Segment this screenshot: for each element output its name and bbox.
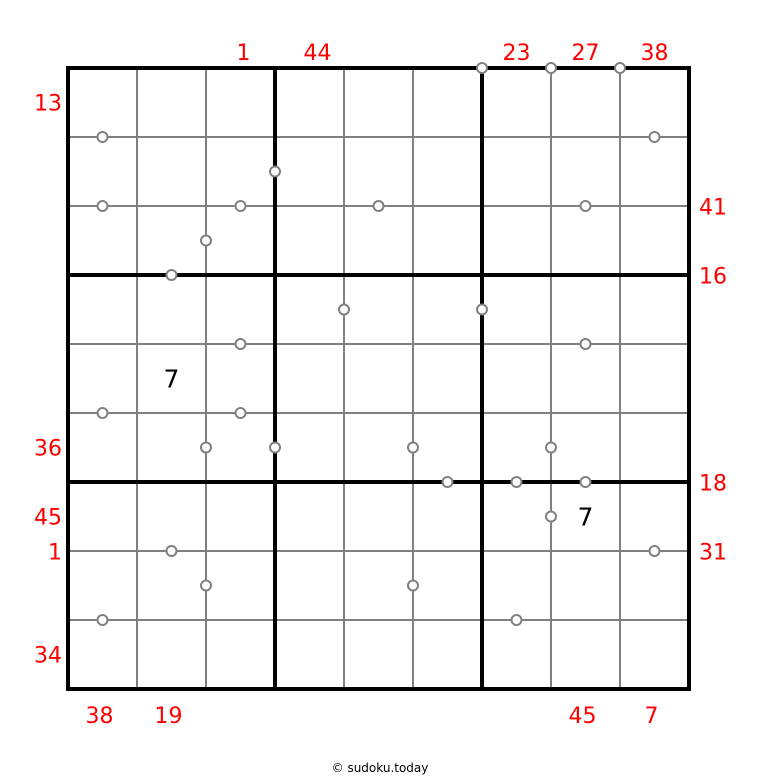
top-clue: 44	[303, 41, 332, 66]
cell-r2c3[interactable]	[206, 137, 275, 206]
cell-r8c1[interactable]	[68, 551, 137, 620]
cell-r7c6[interactable]	[413, 482, 482, 551]
cell-r9c8[interactable]	[551, 620, 620, 689]
cell-r8c3[interactable]	[206, 551, 275, 620]
cell-r3c7[interactable]	[482, 206, 551, 275]
cell-r4c7[interactable]	[482, 275, 551, 344]
top-clue: 38	[640, 41, 669, 66]
cell-r4c3[interactable]	[206, 275, 275, 344]
cell-r4c9[interactable]	[620, 275, 689, 344]
cell-r1c4[interactable]	[275, 68, 344, 137]
cell-r8c5[interactable]	[344, 551, 413, 620]
cell-r2c1[interactable]	[68, 137, 137, 206]
cell-r6c5[interactable]	[344, 413, 413, 482]
cell-r5c4[interactable]	[275, 344, 344, 413]
cell-r7c4[interactable]	[275, 482, 344, 551]
cell-r7c3[interactable]	[206, 482, 275, 551]
cell-r7c9[interactable]	[620, 482, 689, 551]
cell-r6c2[interactable]	[137, 413, 206, 482]
cell-r8c9[interactable]	[620, 551, 689, 620]
cell-r2c5[interactable]	[344, 137, 413, 206]
top-clue: 27	[571, 41, 600, 66]
cell-r3c1[interactable]	[68, 206, 137, 275]
cell-r3c6[interactable]	[413, 206, 482, 275]
cell-r5c6[interactable]	[413, 344, 482, 413]
cell-r4c2[interactable]	[137, 275, 206, 344]
cell-r7c1[interactable]	[68, 482, 137, 551]
cell-r9c6[interactable]	[413, 620, 482, 689]
cell-r1c6[interactable]	[413, 68, 482, 137]
cell-r8c7[interactable]	[482, 551, 551, 620]
cell-r2c9[interactable]	[620, 137, 689, 206]
bottom-clue: 45	[568, 704, 597, 729]
cell-r5c7[interactable]	[482, 344, 551, 413]
cell-r9c5[interactable]	[344, 620, 413, 689]
cell-r6c9[interactable]	[620, 413, 689, 482]
cell-r2c8[interactable]	[551, 137, 620, 206]
cell-r6c1[interactable]	[68, 413, 137, 482]
cell-r6c6[interactable]	[413, 413, 482, 482]
cell-r1c9[interactable]	[620, 68, 689, 137]
cell-r5c8[interactable]	[551, 344, 620, 413]
cell-r9c3[interactable]	[206, 620, 275, 689]
right-clue: 31	[699, 540, 727, 566]
cell-r5c1[interactable]	[68, 344, 137, 413]
top-clue: 23	[502, 41, 531, 66]
right-clue: 16	[699, 264, 727, 290]
cell-r9c4[interactable]	[275, 620, 344, 689]
cell-r3c3[interactable]	[206, 206, 275, 275]
cell-r1c8[interactable]	[551, 68, 620, 137]
cell-r2c7[interactable]	[482, 137, 551, 206]
cell-r2c6[interactable]	[413, 137, 482, 206]
cell-r8c6[interactable]	[413, 551, 482, 620]
cell-r5c5[interactable]	[344, 344, 413, 413]
cell-r1c7[interactable]	[482, 68, 551, 137]
cell-r7c7[interactable]	[482, 482, 551, 551]
cell-r6c4[interactable]	[275, 413, 344, 482]
cell-r4c1[interactable]	[68, 275, 137, 344]
cell-r1c1[interactable]	[68, 68, 137, 137]
cell-r2c4[interactable]	[275, 137, 344, 206]
cell-r4c4[interactable]	[275, 275, 344, 344]
cell-r7c5[interactable]	[344, 482, 413, 551]
cell-r9c2[interactable]	[137, 620, 206, 689]
cell-r3c4[interactable]	[275, 206, 344, 275]
cell-r8c4[interactable]	[275, 551, 344, 620]
copyright-footer: © sudoku.today	[331, 761, 429, 775]
cell-r9c7[interactable]	[482, 620, 551, 689]
left-clue: 36	[34, 436, 62, 462]
cell-r4c8[interactable]	[551, 275, 620, 344]
cell-r8c2[interactable]	[137, 551, 206, 620]
bottom-clue: 38	[85, 704, 114, 729]
left-clue: 13	[34, 91, 62, 117]
cell-r3c5[interactable]	[344, 206, 413, 275]
left-clue: 34	[34, 643, 62, 669]
cell-r1c3[interactable]	[206, 68, 275, 137]
cell-r6c3[interactable]	[206, 413, 275, 482]
cell-r1c2[interactable]	[137, 68, 206, 137]
cell-r4c6[interactable]	[413, 275, 482, 344]
cell-r9c1[interactable]	[68, 620, 137, 689]
cells-layer	[68, 68, 689, 689]
cell-r3c9[interactable]	[620, 206, 689, 275]
cell-r8c8[interactable]	[551, 551, 620, 620]
cell-r3c8[interactable]	[551, 206, 620, 275]
cell-r6c7[interactable]	[482, 413, 551, 482]
bottom-clue: 19	[154, 704, 183, 729]
top-clue: 1	[236, 41, 251, 66]
cell-r1c5[interactable]	[344, 68, 413, 137]
left-clue: 45	[34, 505, 62, 531]
cell-r5c2[interactable]	[137, 344, 206, 413]
bottom-clue: 7	[644, 704, 659, 729]
right-clue: 41	[699, 195, 727, 221]
right-clue: 18	[699, 471, 727, 497]
left-clue: 1	[48, 540, 62, 566]
cell-r7c2[interactable]	[137, 482, 206, 551]
cell-r7c8[interactable]	[551, 482, 620, 551]
cell-r3c2[interactable]	[137, 206, 206, 275]
cell-r2c2[interactable]	[137, 137, 206, 206]
cell-r6c8[interactable]	[551, 413, 620, 482]
cell-r9c9[interactable]	[620, 620, 689, 689]
cell-r4c5[interactable]	[344, 275, 413, 344]
cell-r5c3[interactable]	[206, 344, 275, 413]
cell-r5c9[interactable]	[620, 344, 689, 413]
